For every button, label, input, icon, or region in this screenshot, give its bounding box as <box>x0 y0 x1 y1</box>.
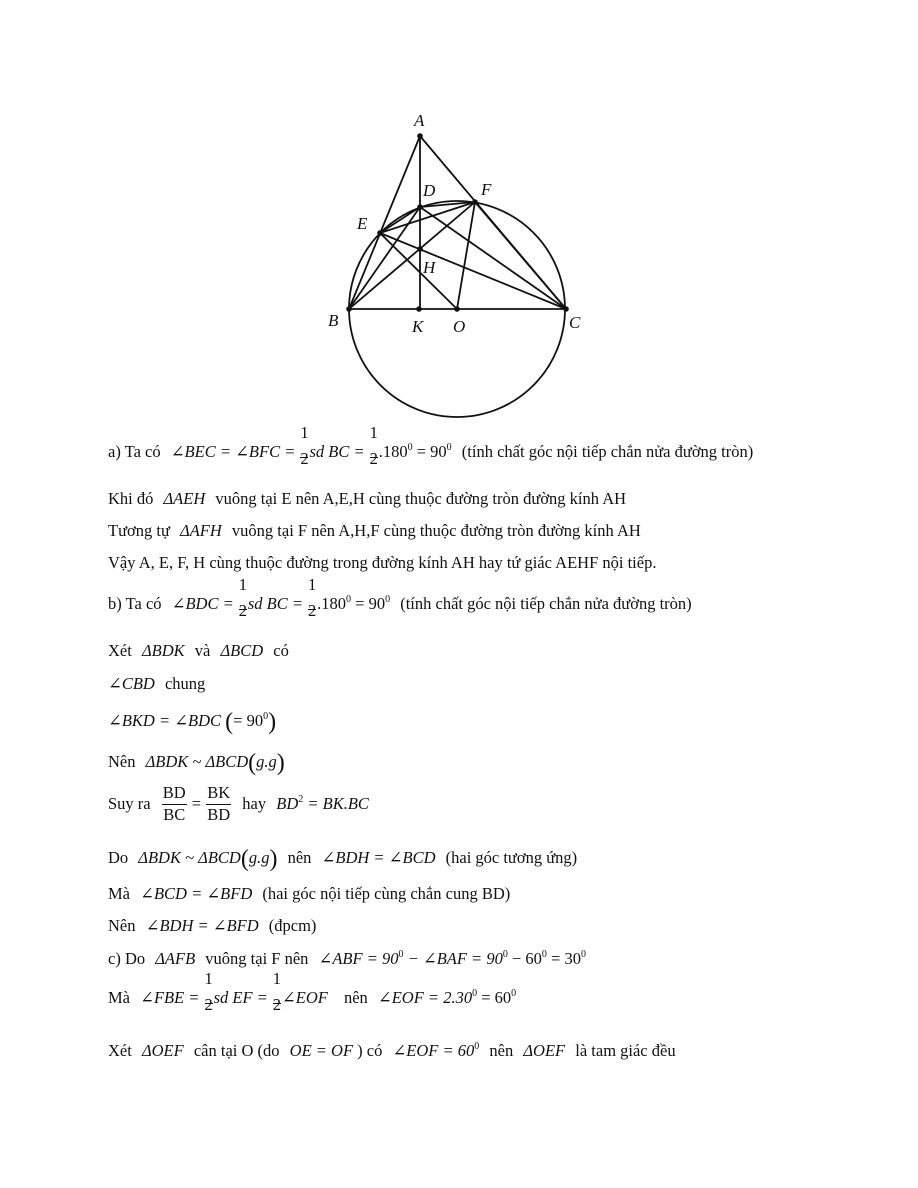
denominator: 2 <box>369 448 378 468</box>
math: ∠EOF <box>281 988 328 1007</box>
numerator: 1 <box>369 422 378 442</box>
paren-open: ( <box>225 709 234 735</box>
text: vuông tại F nên A,H,F cùng thuộc đường tròn đường kính AH <box>231 521 641 540</box>
math: ∠BKD = ∠BDC <box>108 711 222 730</box>
line-xet-1 <box>108 643 289 660</box>
line-nen-2 <box>108 918 316 935</box>
fraction <box>369 422 379 468</box>
denominator: 2 <box>308 600 317 620</box>
paren-open: ( <box>248 750 257 776</box>
label-h: H <box>423 258 436 277</box>
superscript: 0 <box>580 949 586 960</box>
paren-open: ( <box>240 846 249 872</box>
point-h <box>417 246 423 252</box>
point-d <box>417 204 423 210</box>
line-b-prefix: b) Ta có <box>108 594 162 613</box>
denominator: 2 <box>272 994 282 1014</box>
line-b-note: (tính chất góc nội tiếp chắn nửa đường tròn) <box>400 594 692 613</box>
math: = 90 <box>233 711 264 730</box>
math: ∠FBE = <box>140 988 200 1007</box>
math: ΔBDK ~ ΔBCD <box>145 752 249 771</box>
line-a-math1: ∠BEC = ∠BFC = <box>170 442 296 461</box>
segment-fo <box>457 202 475 309</box>
math: ΔOEF <box>141 1041 184 1060</box>
math: ΔOEF <box>523 1041 566 1060</box>
paren-close: ) <box>268 709 277 735</box>
text: c) Do <box>108 949 146 968</box>
math: ΔBDK <box>141 641 185 660</box>
numerator: 1 <box>238 574 247 594</box>
text: là tam giác đều <box>575 1041 676 1060</box>
math: BD <box>276 793 299 813</box>
numerator: 1 <box>272 968 282 988</box>
math: ∠ABF = 90 <box>318 949 399 968</box>
text: Vậy A, E, F, H cùng thuộc đường trong đường kính AH hay tứ giác AEHF nội tiếp. <box>108 553 657 572</box>
text: nên <box>343 988 368 1007</box>
line-a-note: (tính chất góc nội tiếp chắn nửa đường tròn) <box>461 442 754 461</box>
math: ∠EOF = 2.30 <box>377 988 473 1007</box>
text: (hai góc tương ứng) <box>445 848 578 867</box>
denominator: 2 <box>300 448 309 468</box>
point-o <box>454 306 460 312</box>
line-ma-2 <box>108 968 517 1014</box>
math: ∠BCD = ∠BFD <box>140 884 253 903</box>
point-e <box>377 230 383 236</box>
text: (hai góc nội tiếp cùng chắn cung BD) <box>262 884 511 903</box>
text: Xét <box>108 1041 132 1060</box>
math: = <box>191 793 202 813</box>
math: = 60 <box>477 988 512 1007</box>
line-b <box>108 574 692 620</box>
math: ΔAFH <box>180 521 222 540</box>
fraction <box>307 574 317 620</box>
fraction <box>272 968 282 1014</box>
math: ΔBDK ~ ΔBCD <box>138 848 241 867</box>
line-b-math4: = 90 <box>351 594 386 613</box>
paren-close: ) <box>269 846 278 872</box>
text: nên <box>287 848 312 867</box>
superscript: 0 <box>511 988 517 999</box>
superscript: 0 <box>541 949 547 960</box>
point-a <box>417 133 423 139</box>
text: hay <box>242 793 267 813</box>
math: OE = OF <box>289 1041 354 1060</box>
math: sd EF = <box>213 988 268 1007</box>
text: chung <box>164 674 206 693</box>
line-a-prefix: a) Ta có <box>108 442 161 461</box>
line-khi-do <box>108 491 626 508</box>
superscript: 0 <box>398 949 404 960</box>
fraction <box>206 785 231 823</box>
label-o: O <box>453 317 466 336</box>
math: ΔBCD <box>220 641 264 660</box>
text: Khi đó <box>108 489 154 508</box>
denominator: 2 <box>204 994 213 1014</box>
fraction <box>299 422 309 468</box>
line-b-math1: ∠BDC = <box>171 594 234 613</box>
text: và <box>194 641 211 660</box>
point-c <box>563 306 569 312</box>
point-f <box>472 199 478 205</box>
line-nen-1 <box>108 751 285 775</box>
point-b <box>346 306 352 312</box>
line-bkd <box>108 710 276 734</box>
line-tuong-tu <box>108 523 641 540</box>
segment-eo <box>380 233 457 309</box>
math: ΔAFB <box>155 949 196 968</box>
text: Xét <box>108 641 132 660</box>
text: (đpcm) <box>268 916 317 935</box>
text: nên <box>489 1041 514 1060</box>
line-b-math3: .180 <box>317 594 347 613</box>
superscript: 0 <box>263 711 269 722</box>
math: = 30 <box>546 949 581 968</box>
math: = BK.BC <box>303 793 369 813</box>
label-f: F <box>481 180 492 199</box>
superscript: 2 <box>298 793 304 805</box>
geometry-figure <box>0 0 918 430</box>
text: có <box>273 641 289 660</box>
superscript: 0 <box>385 594 391 605</box>
text: vuông tại E nên A,E,H cùng thuộc đường tròn đường kính AH <box>215 489 627 508</box>
text: Do <box>108 848 129 867</box>
denominator: 2 <box>238 600 247 620</box>
text: Suy ra <box>108 793 151 813</box>
line-ma-1 <box>108 886 510 903</box>
text: Mà <box>108 884 130 903</box>
superscript: 0 <box>407 442 413 453</box>
text: ) có <box>357 1041 383 1060</box>
math: − ∠BAF = 90 <box>403 949 503 968</box>
numerator: BK <box>207 783 231 802</box>
denominator: BD <box>207 804 231 824</box>
numerator: BD <box>162 783 186 802</box>
math: − 60 <box>507 949 542 968</box>
text: Mà <box>108 988 130 1007</box>
text: vuông tại F nên <box>205 949 309 968</box>
math: ∠CBD <box>108 674 155 693</box>
math: ΔAEH <box>163 489 206 508</box>
math: g.g <box>256 752 277 771</box>
superscript: 0 <box>474 1041 480 1052</box>
math: ∠EOF = 60 <box>392 1041 475 1060</box>
text: Nên <box>108 916 136 935</box>
math: ∠BDH = ∠BCD <box>321 848 436 867</box>
fraction <box>238 574 248 620</box>
label-d: D <box>423 181 436 200</box>
numerator: 1 <box>300 422 309 442</box>
math: ∠BDH = ∠BFD <box>145 916 259 935</box>
label-b: B <box>328 311 339 330</box>
line-b-math2: sd BC = <box>247 594 304 613</box>
label-a: A <box>414 111 425 130</box>
line-do <box>108 847 577 871</box>
line-xet-2 <box>108 1043 676 1060</box>
denominator: BC <box>163 804 186 824</box>
superscript: 0 <box>472 988 478 999</box>
superscript: 0 <box>502 949 508 960</box>
line-a-math3: .180 <box>378 442 408 461</box>
superscript: 0 <box>446 442 452 453</box>
line-cbd <box>108 676 205 693</box>
line-a-math4: = 90 <box>412 442 447 461</box>
numerator: 1 <box>308 574 317 594</box>
label-e: E <box>357 214 368 233</box>
line-suy-ra <box>108 785 369 823</box>
fraction <box>162 785 187 823</box>
line-vay <box>108 555 656 572</box>
numerator: 1 <box>204 968 213 988</box>
fraction <box>204 968 214 1014</box>
label-k: K <box>412 317 424 336</box>
point-k <box>416 306 422 312</box>
superscript: 0 <box>346 594 352 605</box>
line-c <box>108 951 586 968</box>
label-c: C <box>569 313 581 332</box>
paren-close: ) <box>276 750 285 776</box>
line-a-math2: sd BC = <box>309 442 365 461</box>
text: Nên <box>108 752 136 771</box>
text: cân tại O (do <box>193 1041 280 1060</box>
text: Tương tự <box>108 521 170 540</box>
math: g.g <box>248 848 270 867</box>
line-a <box>108 422 754 468</box>
